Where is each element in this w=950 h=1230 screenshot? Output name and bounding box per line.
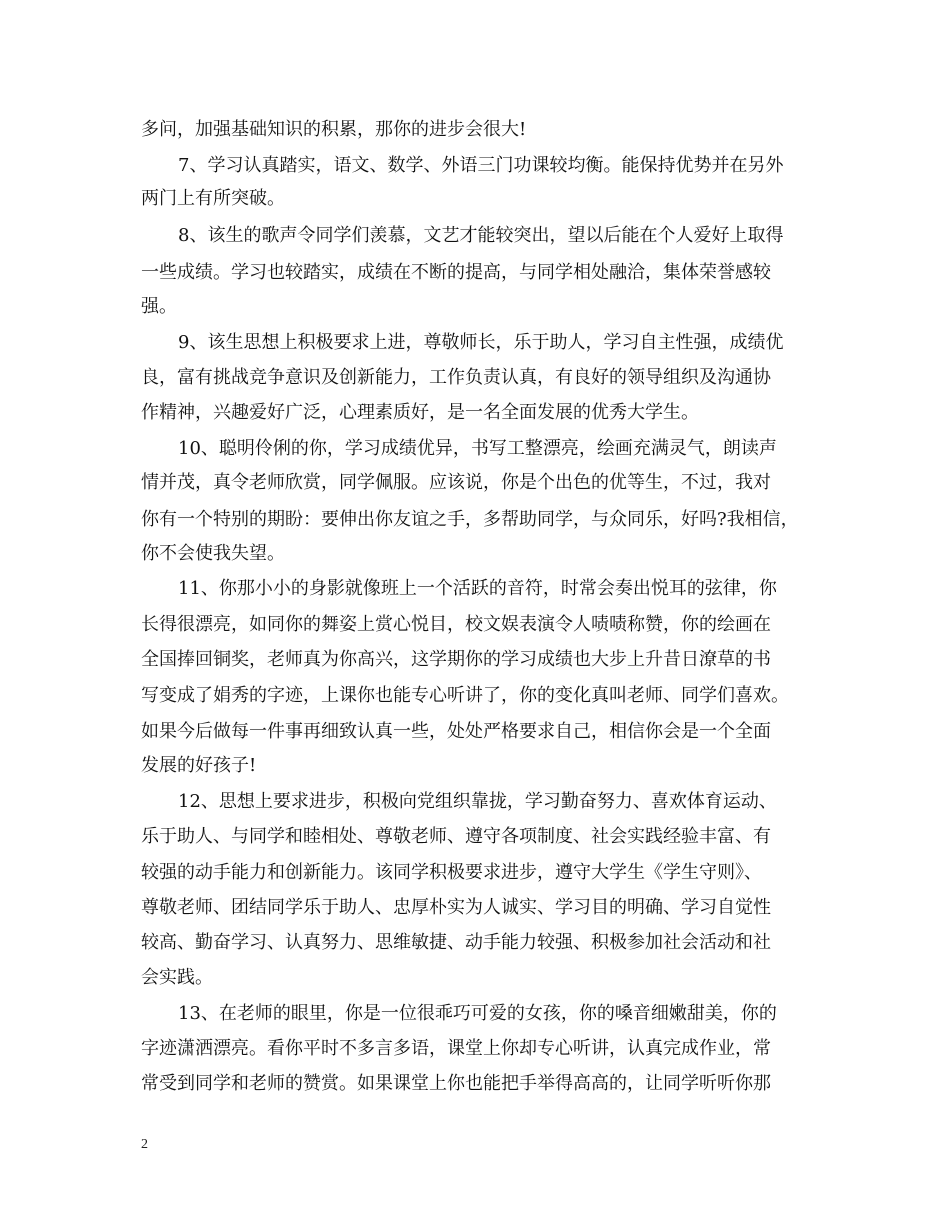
text-line: 强。 <box>141 296 177 317</box>
text-line: 发展的好孩子! <box>141 755 257 776</box>
text-line: 你不会使我失望。 <box>141 543 285 564</box>
text-line: 两门上有所突破。 <box>141 188 285 209</box>
text-line: 12、思想上要求进步，积极向党组织靠拢，学习勤奋努力、喜欢体育运动、 <box>178 791 777 812</box>
text-line: 良，富有挑战竞争意识及创新能力，工作负责认真，有良好的领导组织及沟通协 <box>141 367 771 388</box>
text-line: 会实践。 <box>141 967 213 988</box>
text-line: 11、你那小小的身影就像班上一个活跃的音符，时常会奏出悦耳的弦律，你 <box>178 578 777 599</box>
text-line: 较强的动手能力和创新能力。该同学积极要求进步，遵守大学生《学生守则》、 <box>141 862 762 883</box>
text-line: 写变成了娟秀的字迹，上课你也能专心听讲了，你的变化真叫老师、同学们喜欢。 <box>141 685 789 706</box>
text-line: 10、聪明伶俐的你，学习成绩优异，书写工整漂亮，绘画充满灵气，朗读声 <box>178 438 777 459</box>
text-line: 7、学习认真踏实，语文、数学、外语三门功课较均衡。能保持优势并在另外 <box>178 155 784 176</box>
text-line: 如果今后做每一件事再细致认真一些，处处严格要求自己，相信你会是一个全面 <box>141 721 771 742</box>
text-line: 作精神，兴趣爱好广泛，心理素质好，是一名全面发展的优秀大学生。 <box>141 402 699 423</box>
text-line: 乐于助人、与同学和睦相处、尊敬老师、遵守各项制度、社会实践经验丰富、有 <box>141 826 771 847</box>
text-line: 较高、勤奋学习、认真努力、思维敏捷、动手能力较强、积极参加社会活动和社 <box>141 932 771 953</box>
text-line: 全国捧回铜奖，老师真为你高兴，这学期你的学习成绩也大步上升昔日潦草的书 <box>141 649 771 670</box>
text-line: 9、该生思想上积极要求上进，尊敬师长，乐于助人，学习自主性强，成绩优 <box>178 332 784 353</box>
page-number: 2 <box>141 1137 148 1152</box>
text-line: 多问，加强基础知识的积累，那你的进步会很大! <box>141 119 527 140</box>
text-line: 一些成绩。学习也较踏实，成绩在不断的提高，与同学相处融洽，集体荣誉感较 <box>141 262 771 283</box>
text-line: 8、该生的歌声令同学们羡慕，文艺才能较突出，望以后能在个人爱好上取得 <box>178 225 784 246</box>
text-line: 13、在老师的眼里，你是一位很乖巧可爱的女孩，你的嗓音细嫩甜美，你的 <box>178 1003 777 1024</box>
text-line: 字迹潇洒漂亮。看你平时不多言多语，课堂上你却专心听讲，认真完成作业，常 <box>141 1038 771 1059</box>
text-line: 长得很漂亮，如同你的舞姿上赏心悦目，校文娱表演令人啧啧称赞，你的绘画在 <box>141 614 771 635</box>
text-line: 你有一个特别的期盼：要伸出你友谊之手，多帮助同学，与众同乐，好吗?我相信， <box>141 509 799 530</box>
text-line: 尊敬老师、团结同学乐于助人、忠厚朴实为人诚实、学习目的明确、学习自觉性 <box>141 897 771 918</box>
text-line: 情并茂，真令老师欣赏，同学佩服。应该说，你是个出色的优等生，不过，我对 <box>141 472 771 493</box>
text-line: 常受到同学和老师的赞赏。如果课堂上你也能把手举得高高的，让同学听听你那 <box>141 1073 771 1094</box>
